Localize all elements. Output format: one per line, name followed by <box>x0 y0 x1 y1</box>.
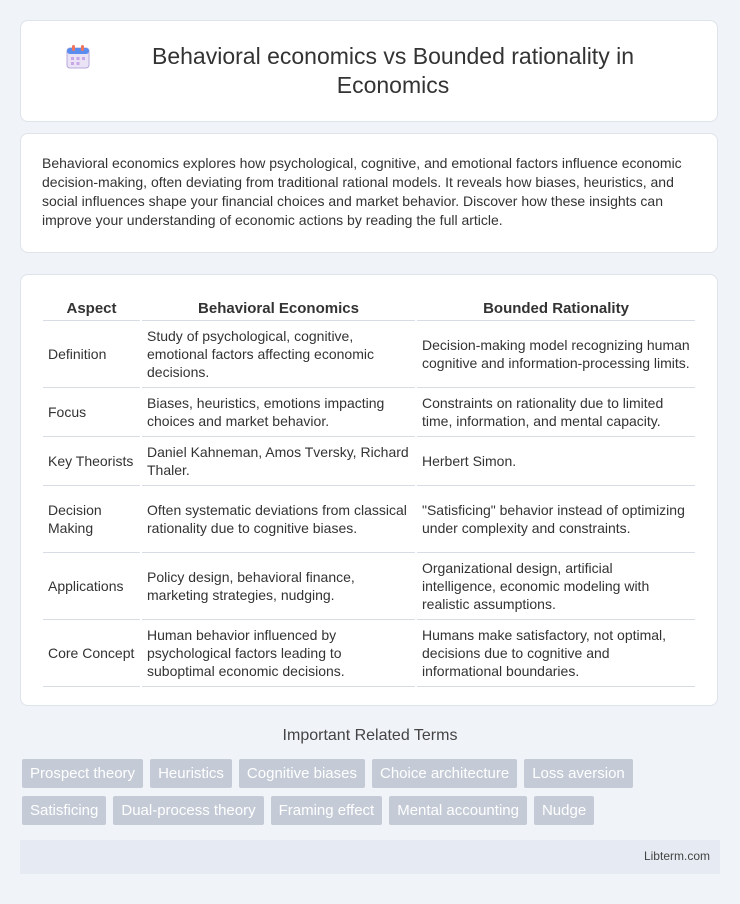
row-aspect: Focus <box>43 388 140 437</box>
related-term-tag[interactable]: Heuristics <box>150 759 232 788</box>
table-row <box>43 486 695 553</box>
related-term-tag[interactable]: Loss aversion <box>524 759 633 788</box>
table-row <box>43 388 695 437</box>
title-card <box>20 20 718 122</box>
row-bounded: Herbert Simon. <box>417 437 695 486</box>
header-aspect: Aspect <box>43 295 140 321</box>
row-bounded: Organizational design, artificial intelligence, economic modeling with realistic assumptions. <box>417 553 695 620</box>
calendar-icon <box>65 44 91 70</box>
page-title: Behavioral economics vs Bounded rationality in Economics <box>152 43 634 98</box>
related-term-tag[interactable]: Mental accounting <box>389 796 527 825</box>
row-bounded: Humans make satisfactory, not optimal, decisions due to cognitive and informational boundaries. <box>417 620 695 687</box>
related-term-tag[interactable]: Choice architecture <box>372 759 517 788</box>
table-header-row <box>43 295 695 321</box>
row-aspect: Decision Making <box>43 486 140 553</box>
row-behavioral: Policy design, behavioral finance, marketing strategies, nudging. <box>142 553 415 620</box>
row-aspect: Core Concept <box>43 620 140 687</box>
related-term-tag[interactable]: Cognitive biases <box>239 759 365 788</box>
header-bounded-rationality: Bounded Rationality <box>417 295 695 321</box>
table-row <box>43 620 695 687</box>
row-behavioral: Study of psychological, cognitive, emotional factors affecting economic decisions. <box>142 321 415 388</box>
row-aspect: Key Theorists <box>43 437 140 486</box>
table-row <box>43 553 695 620</box>
related-term-tag[interactable]: Satisficing <box>22 796 106 825</box>
footer <box>20 840 720 874</box>
row-behavioral: Often systematic deviations from classical rationality due to cognitive biases. <box>142 486 415 553</box>
related-term-tag[interactable]: Dual-process theory <box>113 796 263 825</box>
related-term-tag[interactable]: Nudge <box>534 796 594 825</box>
intro-card <box>20 133 718 253</box>
related-term-tag[interactable]: Framing effect <box>271 796 383 825</box>
table-row <box>43 321 695 388</box>
related-terms-list <box>22 759 722 833</box>
table-row <box>43 437 695 486</box>
row-behavioral: Daniel Kahneman, Amos Tversky, Richard Thaler. <box>142 437 415 486</box>
related-terms-title: Important Related Terms <box>282 727 458 744</box>
row-bounded: Constraints on rationality due to limited time, information, and mental capacity. <box>417 388 695 437</box>
header-behavioral-economics: Behavioral Economics <box>142 295 415 321</box>
footer-brand-link[interactable]: Libterm.com <box>643 849 710 863</box>
related-term-tag[interactable]: Prospect theory <box>22 759 143 788</box>
row-bounded: Decision-making model recognizing human cognitive and information-processing limits. <box>417 321 695 388</box>
row-aspect: Definition <box>43 321 140 388</box>
intro-text: Behavioral economics explores how psychological, cognitive, and emotional factors influence economic decision-making, often deviating from traditional rational models. It reveals how biases, heuristics, and social influences shape your financial choices and market behavior. Discover how these insights can improve your understanding of economic actions by reading the full article. <box>42 155 682 228</box>
row-behavioral: Biases, heuristics, emotions impacting choices and market behavior. <box>142 388 415 437</box>
row-behavioral: Human behavior influenced by psychological factors leading to suboptimal economic decisions. <box>142 620 415 687</box>
row-bounded: "Satisficing" behavior instead of optimizing under complexity and constraints. <box>417 486 695 553</box>
comparison-card <box>20 274 718 706</box>
row-aspect: Applications <box>43 553 140 620</box>
comparison-table <box>41 295 697 687</box>
